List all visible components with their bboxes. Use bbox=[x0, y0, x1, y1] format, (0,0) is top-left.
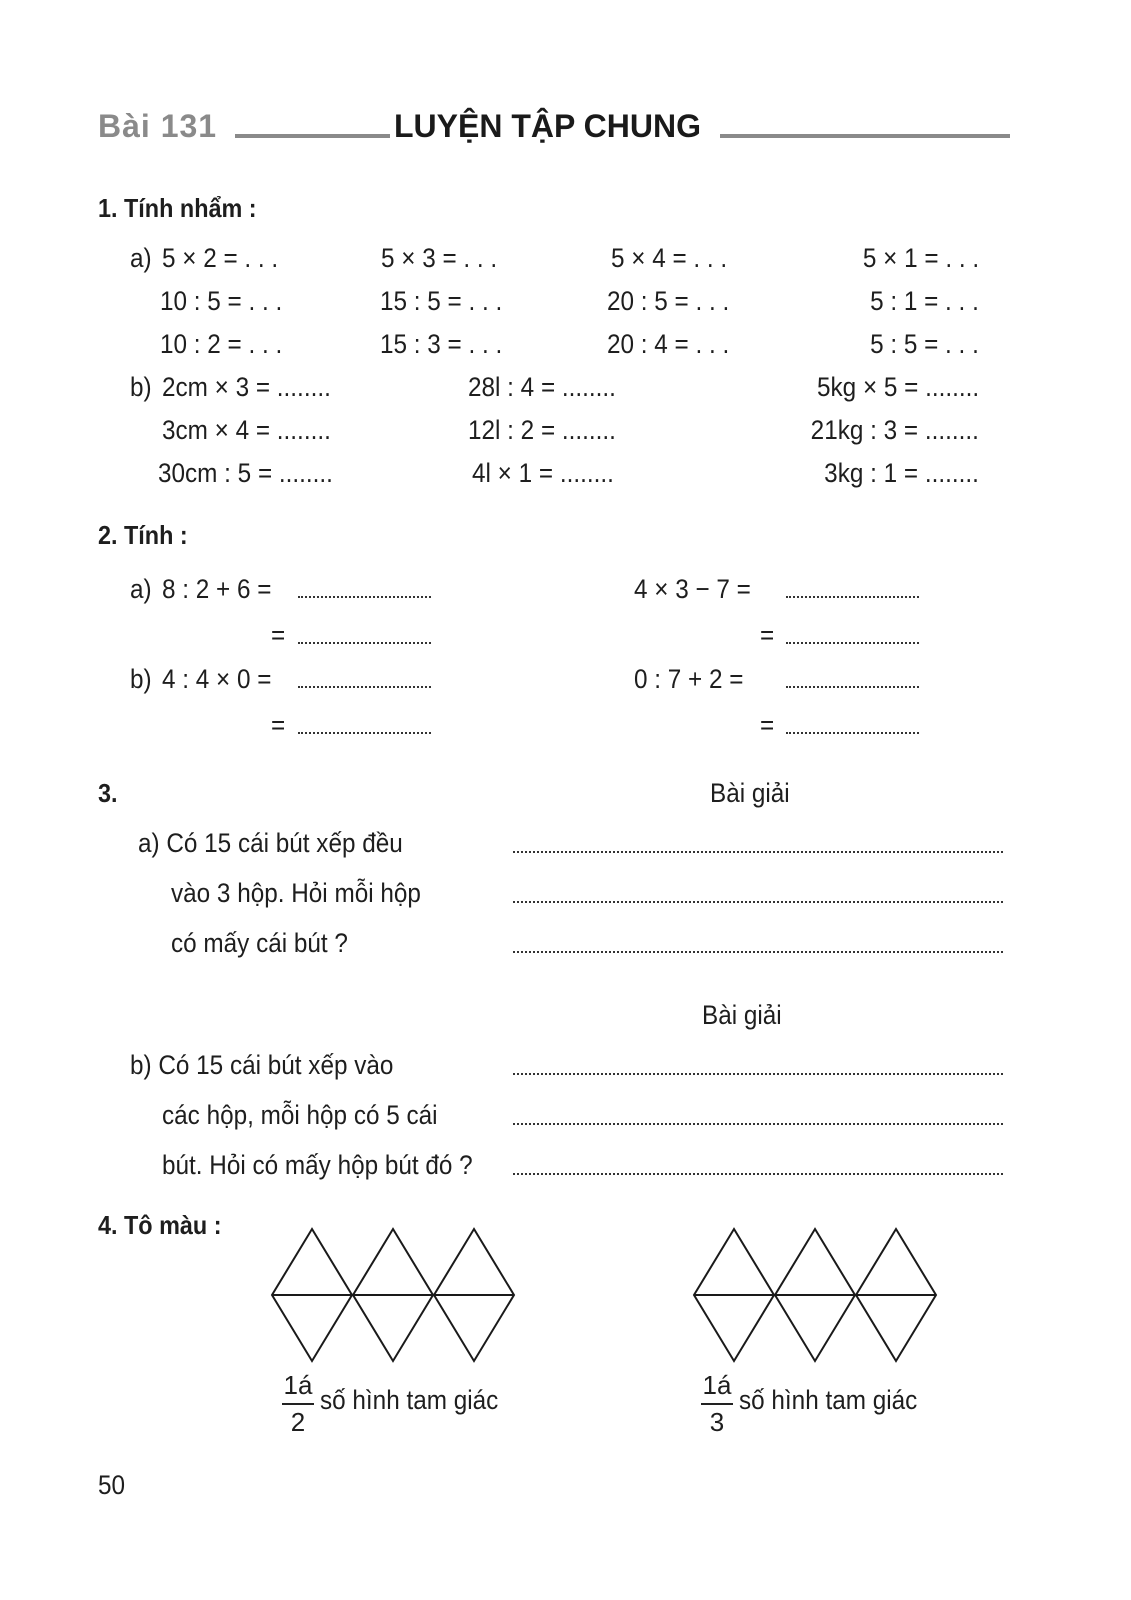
ex1-a-item: 5 × 1 = . . . bbox=[862, 243, 979, 273]
solution-line bbox=[513, 851, 1003, 853]
exercise-1-heading: 1. Tính nhẩm : bbox=[98, 193, 257, 223]
exercise-2-heading: 2. Tính : bbox=[98, 520, 188, 550]
ex1-a-item: 20 : 4 = . . . bbox=[607, 329, 730, 359]
ex2-a-left-expr: 8 : 2 + 6 = bbox=[162, 574, 272, 604]
ex2-eq: = bbox=[760, 710, 775, 740]
fraction-numerator: 1á bbox=[283, 1370, 313, 1400]
ex2-answer-line bbox=[786, 686, 919, 688]
ex2-answer-line bbox=[786, 732, 919, 734]
page-number: 50 bbox=[98, 1470, 126, 1500]
fraction-denominator: 2 bbox=[290, 1407, 306, 1437]
ex2-b-left-expr: 4 : 4 × 0 = bbox=[162, 664, 272, 694]
ex2-a-label: a) bbox=[130, 574, 152, 604]
ex2-answer-line bbox=[298, 596, 431, 598]
solution-line bbox=[513, 1173, 1003, 1175]
solution-label-b: Bài giải bbox=[702, 1000, 782, 1030]
ex1-a-item: 5 × 2 = . . . bbox=[162, 243, 279, 273]
ex1-b-item: 4l × 1 = ........ bbox=[472, 458, 614, 488]
header-rule-right bbox=[720, 134, 1010, 138]
ex1-a-item: 5 : 1 = . . . bbox=[870, 286, 979, 316]
ex1-b-label: b) bbox=[130, 372, 152, 402]
ex1-b-item: 21kg : 3 = ........ bbox=[810, 415, 979, 445]
ex2-answer-line bbox=[786, 642, 919, 644]
page-title: LUYỆN TẬP CHUNG bbox=[394, 108, 701, 144]
solution-line bbox=[513, 901, 1003, 903]
fraction-numerator: 1á bbox=[702, 1370, 732, 1400]
solution-line bbox=[513, 1123, 1003, 1125]
fraction-denominator: 3 bbox=[709, 1407, 725, 1437]
ex3-b-line: b) Có 15 cái bút xếp vào bbox=[130, 1050, 394, 1080]
ex1-a-item: 10 : 5 = . . . bbox=[160, 286, 283, 316]
ex1-b-item: 3cm × 4 = ........ bbox=[162, 415, 331, 445]
ex1-b-item: 28l : 4 = ........ bbox=[468, 372, 616, 402]
ex2-eq: = bbox=[760, 620, 775, 650]
ex3-b-line: bút. Hỏi có mấy hộp bút đó ? bbox=[162, 1150, 473, 1180]
fraction-one-third bbox=[697, 1370, 737, 1438]
solution-line bbox=[513, 1073, 1003, 1075]
fraction-bar bbox=[701, 1403, 733, 1405]
lesson-number: Bài 131 bbox=[98, 108, 218, 144]
triangle-figure-left bbox=[272, 1228, 516, 1362]
ex1-a-item: 5 × 3 = . . . bbox=[381, 243, 498, 273]
ex2-answer-line bbox=[298, 642, 431, 644]
fraction-bar bbox=[282, 1403, 314, 1405]
ex2-a-right-expr: 4 × 3 − 7 = bbox=[634, 574, 751, 604]
ex1-a-label: a) bbox=[130, 243, 152, 273]
ex1-a-item: 10 : 2 = . . . bbox=[160, 329, 283, 359]
ex1-b-item: 2cm × 3 = ........ bbox=[162, 372, 331, 402]
ex2-answer-line bbox=[298, 732, 431, 734]
ex1-b-item: 30cm : 5 = ........ bbox=[158, 458, 333, 488]
ex2-eq: = bbox=[271, 620, 286, 650]
exercise-3-heading: 3. bbox=[98, 778, 118, 808]
triangle-figure-right bbox=[694, 1228, 938, 1362]
ex2-answer-line bbox=[298, 686, 431, 688]
ex1-a-item: 15 : 5 = . . . bbox=[380, 286, 503, 316]
ex3-a-line: vào 3 hộp. Hỏi mỗi hộp bbox=[171, 878, 421, 908]
ex4-left-caption: số hình tam giác bbox=[320, 1385, 499, 1415]
solution-line bbox=[513, 951, 1003, 953]
ex1-a-item: 15 : 3 = . . . bbox=[380, 329, 503, 359]
ex4-right-caption: số hình tam giác bbox=[739, 1385, 918, 1415]
ex1-b-item: 5kg × 5 = ........ bbox=[816, 372, 979, 402]
ex3-a-line: a) Có 15 cái bút xếp đều bbox=[138, 828, 403, 858]
ex1-a-item: 20 : 5 = . . . bbox=[607, 286, 730, 316]
ex1-a-item: 5 : 5 = . . . bbox=[870, 329, 979, 359]
fraction-one-half bbox=[278, 1370, 318, 1438]
ex3-b-line: các hộp, mỗi hộp có 5 cái bbox=[162, 1100, 438, 1130]
ex1-a-item: 5 × 4 = . . . bbox=[611, 243, 728, 273]
ex1-b-item: 3kg : 1 = ........ bbox=[824, 458, 979, 488]
exercise-4-heading: 4. Tô màu : bbox=[98, 1210, 222, 1240]
ex2-b-label: b) bbox=[130, 664, 152, 694]
ex3-a-line: có mấy cái bút ? bbox=[171, 928, 348, 958]
solution-label-a: Bài giải bbox=[710, 778, 790, 808]
ex2-eq: = bbox=[271, 710, 286, 740]
ex2-answer-line bbox=[786, 596, 919, 598]
ex2-b-right-expr: 0 : 7 + 2 = bbox=[634, 664, 744, 694]
ex1-b-item: 12l : 2 = ........ bbox=[468, 415, 616, 445]
header-rule-left bbox=[235, 134, 390, 138]
